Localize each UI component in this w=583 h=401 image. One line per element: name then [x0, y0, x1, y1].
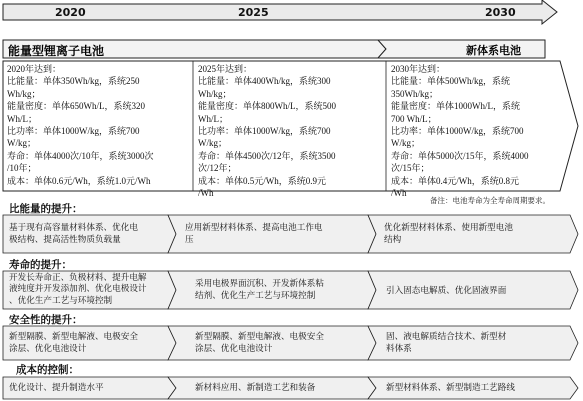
cell-line: 优化新型材料体系、使用新型电池: [384, 223, 513, 233]
column-line: 寿命：单体4000次/10年，系统3000次: [7, 150, 154, 161]
column-line: 比功率：单体1000W/kg，系统700: [198, 126, 331, 137]
column-line: 能量密度：单体800Wh/L，系统500: [198, 101, 336, 112]
column-line: 比功率：单体1000W/kg，系统700: [391, 126, 524, 137]
year-2025: 2025: [238, 6, 269, 19]
column-line: 次/15年；: [391, 163, 430, 174]
timeline-arrow: [3, 0, 557, 24]
year-2030: 2030: [485, 6, 516, 19]
column-line: 2030年达到：: [391, 64, 446, 74]
column-line: Wh/kg；: [198, 88, 232, 99]
column-line: /10年；: [7, 163, 37, 174]
column-line: 能量密度：单体1000Wh/L，系统: [391, 101, 520, 112]
safety-cell-2020: [9, 331, 138, 355]
column-2020: [7, 63, 154, 187]
column-line: 寿命：单体5000次/15年，系统4000: [391, 150, 529, 161]
lithium-battery-title: 能量型锂离子电池: [8, 44, 105, 58]
cell-line: 结剂、优化生产工艺与环境控制: [195, 291, 316, 301]
safety-cell-2030: [386, 331, 506, 355]
cell-line: 料体系: [386, 344, 412, 354]
cell-line: 极结构、提高活性物质负载量: [9, 235, 121, 245]
lifetime-note: 备注：电池寿命为全寿命周期要求。: [430, 196, 550, 205]
column-line: 2020年达到：: [7, 64, 62, 74]
cost-cell-2030: [386, 382, 515, 394]
column-line: W/kg；: [7, 138, 36, 149]
column-line: 350Wh/kg；: [391, 88, 438, 99]
cell-line: 新型隔膜、新型电解液、电极安全: [9, 332, 138, 342]
cell-line: 新型材料体系、新型制造工艺路线: [386, 383, 515, 393]
column-line: Wh/L；: [7, 113, 37, 124]
new-system-battery-title: 新体系电池: [466, 44, 521, 57]
cell-line: 压: [185, 235, 194, 245]
column-line: 成本：单体0.4元/Wh，系统0.8元: [391, 175, 519, 186]
column-line: 比能量：单体500Wh/kg，系统: [391, 76, 510, 87]
cell-line: 新型隔膜、新型电解液、电极安全: [195, 332, 324, 342]
cell-line: 优化设计、提升制造水平: [9, 383, 104, 393]
section-title-energy: 比能量的提升：: [9, 203, 83, 215]
column-line: 比能量：单体350Wh/kg，系统250: [7, 76, 140, 87]
section-title-safety: 安全性的提升：: [9, 314, 83, 326]
column-line: 寿命：单体4500次/12年，系统3500: [198, 150, 336, 161]
cell-line: 涂层、优化电池设计: [195, 344, 273, 354]
safety-cell-2025: [195, 331, 324, 355]
cell-line: 固、液电解质结合技术、新型材: [386, 332, 507, 342]
cell-line: 、优化生产工艺与环境控制: [9, 295, 113, 306]
energy-cell-2020: [9, 222, 138, 246]
section-title-cost: 成本的控制：: [16, 364, 79, 376]
column-line: 成本：单体0.6元/Wh，系统1.0元/Wh: [7, 175, 151, 186]
column-line: Wh/L；: [198, 113, 228, 124]
cost-cell-2025: [195, 382, 315, 394]
cell-line: 采用电极界面沉积、开发新体系粘: [195, 279, 324, 289]
cell-line: 应用新型材料体系、提高电池工作电: [185, 223, 323, 233]
column-line: 比功率：单体1000W/kg，系统700: [7, 126, 140, 137]
life-cell-2020: [9, 273, 147, 307]
cell-line: 基于现有高容量材料体系、优化电: [9, 223, 138, 233]
column-line: W/kg；: [198, 138, 227, 149]
cell-line: 液纯度并开发添加剂、优化电极设计: [9, 284, 147, 295]
column-line: 2025年达到：: [198, 64, 253, 74]
cell-line: 引入固态电解质、优化固液界面: [386, 286, 507, 296]
column-2030: [391, 63, 529, 199]
column-line: /Wh: [391, 188, 407, 199]
column-line: 700 Wh/L；: [391, 113, 437, 124]
life-cell-2025: [195, 278, 324, 302]
column-line: Wh/kg；: [7, 88, 41, 99]
year-2020: 2020: [55, 6, 86, 19]
column-line: 成本：单体0.5元/Wh，系统0.9元: [198, 175, 326, 186]
section-title-life: 寿命的提升：: [9, 259, 72, 271]
cell-line: 开发长寿命正、负极材料、提升电解: [9, 273, 147, 283]
life-cell-2030: [386, 285, 506, 297]
column-line: W/kg；: [391, 138, 420, 149]
column-line: 能量密度：单体650Wh/L，系统320: [7, 101, 145, 112]
energy-cell-2025: [185, 222, 323, 246]
cell-line: 新材料应用、新制造工艺和装备: [195, 383, 316, 393]
energy-cell-2030: [384, 222, 513, 246]
column-line: /Wh: [198, 188, 214, 199]
column-line: 次/12年；: [198, 163, 237, 174]
cell-line: 涂层、优化电池设计: [9, 344, 87, 354]
cost-cell-2020: [9, 382, 104, 394]
column-line: 比能量：单体400Wh/kg，系统300: [198, 76, 331, 87]
column-2025: [198, 63, 336, 199]
cell-line: 结构: [384, 235, 402, 245]
